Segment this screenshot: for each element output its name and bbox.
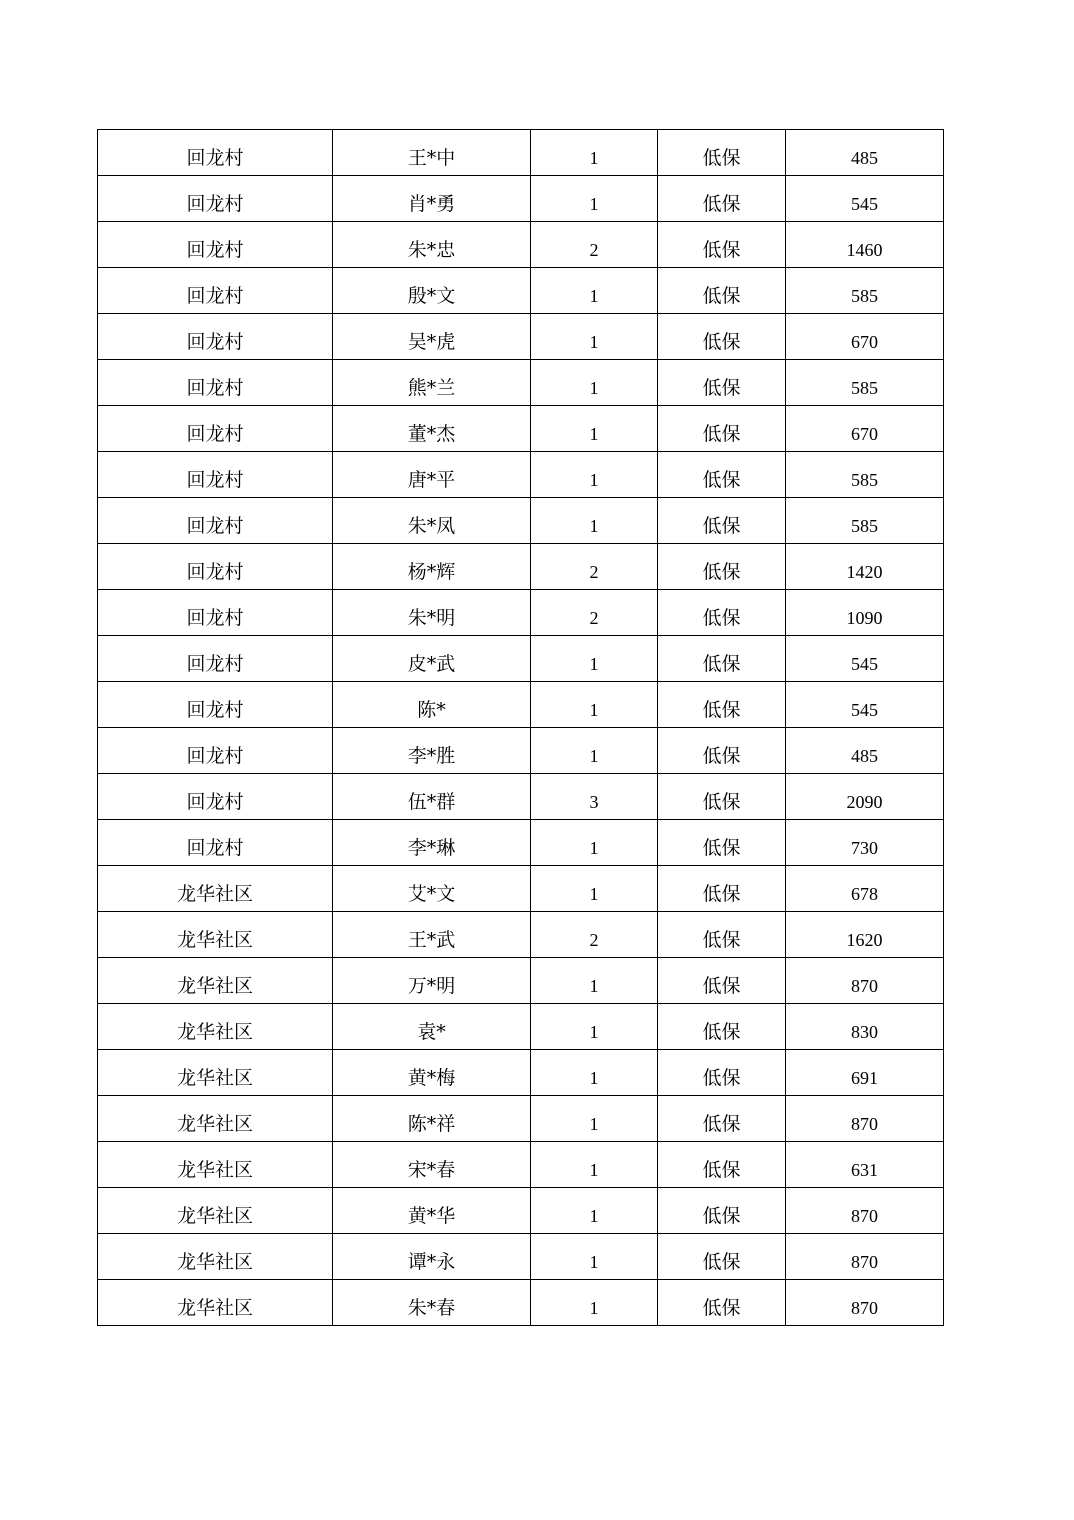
cell-name: 万*明 — [333, 958, 531, 1004]
cell-name: 肖*勇 — [333, 176, 531, 222]
cell-amount: 870 — [786, 958, 944, 1004]
cell-name: 吴*虎 — [333, 314, 531, 360]
cell-household-count: 1 — [531, 314, 658, 360]
cell-area: 回龙村 — [98, 268, 333, 314]
cell-assistance-type: 低保 — [658, 452, 786, 498]
cell-amount: 870 — [786, 1188, 944, 1234]
cell-area: 回龙村 — [98, 314, 333, 360]
cell-area: 龙华社区 — [98, 1142, 333, 1188]
cell-household-count: 1 — [531, 130, 658, 176]
cell-household-count: 1 — [531, 682, 658, 728]
cell-area: 龙华社区 — [98, 1096, 333, 1142]
cell-household-count: 2 — [531, 912, 658, 958]
table-row — [98, 728, 944, 774]
cell-household-count: 1 — [531, 360, 658, 406]
table-row — [98, 1050, 944, 1096]
cell-amount: 545 — [786, 636, 944, 682]
cell-name: 王*武 — [333, 912, 531, 958]
cell-assistance-type: 低保 — [658, 406, 786, 452]
cell-area: 回龙村 — [98, 820, 333, 866]
cell-household-count: 1 — [531, 452, 658, 498]
cell-amount: 670 — [786, 314, 944, 360]
cell-assistance-type: 低保 — [658, 360, 786, 406]
cell-amount: 870 — [786, 1234, 944, 1280]
cell-name: 陈*祥 — [333, 1096, 531, 1142]
cell-area: 回龙村 — [98, 590, 333, 636]
cell-area: 回龙村 — [98, 544, 333, 590]
cell-name: 黄*华 — [333, 1188, 531, 1234]
cell-assistance-type: 低保 — [658, 222, 786, 268]
table-row — [98, 130, 944, 176]
cell-name: 宋*春 — [333, 1142, 531, 1188]
cell-area: 龙华社区 — [98, 1004, 333, 1050]
cell-amount: 585 — [786, 498, 944, 544]
cell-area: 回龙村 — [98, 130, 333, 176]
cell-household-count: 1 — [531, 1280, 658, 1326]
cell-name: 殷*文 — [333, 268, 531, 314]
cell-assistance-type: 低保 — [658, 498, 786, 544]
cell-household-count: 1 — [531, 636, 658, 682]
table-row — [98, 866, 944, 912]
table-row — [98, 1096, 944, 1142]
table-row — [98, 1142, 944, 1188]
cell-amount: 1460 — [786, 222, 944, 268]
cell-amount: 830 — [786, 1004, 944, 1050]
cell-assistance-type: 低保 — [658, 728, 786, 774]
cell-name: 朱*明 — [333, 590, 531, 636]
cell-household-count: 1 — [531, 498, 658, 544]
cell-area: 龙华社区 — [98, 912, 333, 958]
table-row — [98, 222, 944, 268]
cell-area: 回龙村 — [98, 176, 333, 222]
table-row — [98, 636, 944, 682]
cell-assistance-type: 低保 — [658, 774, 786, 820]
cell-amount: 870 — [786, 1280, 944, 1326]
table-row — [98, 1280, 944, 1326]
cell-assistance-type: 低保 — [658, 820, 786, 866]
cell-name: 朱*春 — [333, 1280, 531, 1326]
cell-assistance-type: 低保 — [658, 866, 786, 912]
cell-household-count: 2 — [531, 590, 658, 636]
cell-assistance-type: 低保 — [658, 314, 786, 360]
cell-area: 回龙村 — [98, 406, 333, 452]
cell-amount: 585 — [786, 452, 944, 498]
cell-amount: 545 — [786, 682, 944, 728]
table-body — [98, 130, 944, 1326]
cell-assistance-type: 低保 — [658, 1004, 786, 1050]
cell-area: 龙华社区 — [98, 958, 333, 1004]
table-row — [98, 1188, 944, 1234]
cell-area: 回龙村 — [98, 452, 333, 498]
cell-amount: 1420 — [786, 544, 944, 590]
cell-name: 朱*凤 — [333, 498, 531, 544]
table-row — [98, 590, 944, 636]
table-row — [98, 268, 944, 314]
cell-household-count: 2 — [531, 222, 658, 268]
cell-name: 陈* — [333, 682, 531, 728]
cell-household-count: 1 — [531, 866, 658, 912]
table-row — [98, 682, 944, 728]
cell-household-count: 1 — [531, 406, 658, 452]
table-row — [98, 958, 944, 1004]
cell-name: 伍*群 — [333, 774, 531, 820]
cell-household-count: 1 — [531, 1096, 658, 1142]
cell-household-count: 1 — [531, 728, 658, 774]
cell-assistance-type: 低保 — [658, 958, 786, 1004]
cell-household-count: 1 — [531, 1050, 658, 1096]
cell-area: 回龙村 — [98, 682, 333, 728]
cell-area: 龙华社区 — [98, 1280, 333, 1326]
cell-assistance-type: 低保 — [658, 176, 786, 222]
cell-area: 回龙村 — [98, 222, 333, 268]
cell-assistance-type: 低保 — [658, 1234, 786, 1280]
cell-assistance-type: 低保 — [658, 1050, 786, 1096]
cell-area: 回龙村 — [98, 360, 333, 406]
cell-name: 熊*兰 — [333, 360, 531, 406]
cell-assistance-type: 低保 — [658, 636, 786, 682]
cell-household-count: 1 — [531, 1188, 658, 1234]
cell-area: 回龙村 — [98, 636, 333, 682]
cell-amount: 678 — [786, 866, 944, 912]
cell-amount: 585 — [786, 268, 944, 314]
cell-household-count: 1 — [531, 1004, 658, 1050]
cell-area: 龙华社区 — [98, 866, 333, 912]
table-row — [98, 406, 944, 452]
cell-household-count: 1 — [531, 176, 658, 222]
cell-household-count: 1 — [531, 820, 658, 866]
cell-area: 回龙村 — [98, 498, 333, 544]
cell-assistance-type: 低保 — [658, 912, 786, 958]
cell-name: 董*杰 — [333, 406, 531, 452]
table-row — [98, 774, 944, 820]
cell-household-count: 1 — [531, 958, 658, 1004]
cell-area: 回龙村 — [98, 728, 333, 774]
cell-area: 龙华社区 — [98, 1188, 333, 1234]
cell-household-count: 1 — [531, 1234, 658, 1280]
cell-amount: 691 — [786, 1050, 944, 1096]
cell-amount: 1090 — [786, 590, 944, 636]
cell-name: 李*胜 — [333, 728, 531, 774]
cell-area: 回龙村 — [98, 774, 333, 820]
cell-household-count: 2 — [531, 544, 658, 590]
cell-amount: 485 — [786, 728, 944, 774]
cell-assistance-type: 低保 — [658, 544, 786, 590]
cell-amount: 2090 — [786, 774, 944, 820]
cell-amount: 545 — [786, 176, 944, 222]
cell-name: 朱*忠 — [333, 222, 531, 268]
cell-name: 唐*平 — [333, 452, 531, 498]
cell-assistance-type: 低保 — [658, 1280, 786, 1326]
cell-name: 王*中 — [333, 130, 531, 176]
cell-assistance-type: 低保 — [658, 1096, 786, 1142]
table-row — [98, 360, 944, 406]
cell-area: 龙华社区 — [98, 1050, 333, 1096]
cell-amount: 1620 — [786, 912, 944, 958]
cell-assistance-type: 低保 — [658, 130, 786, 176]
cell-assistance-type: 低保 — [658, 1142, 786, 1188]
cell-name: 皮*武 — [333, 636, 531, 682]
table-row — [98, 1234, 944, 1280]
cell-amount: 670 — [786, 406, 944, 452]
cell-assistance-type: 低保 — [658, 590, 786, 636]
cell-amount: 585 — [786, 360, 944, 406]
table-row — [98, 314, 944, 360]
cell-area: 龙华社区 — [98, 1234, 333, 1280]
cell-household-count: 3 — [531, 774, 658, 820]
table-row — [98, 498, 944, 544]
table-row — [98, 912, 944, 958]
table-row — [98, 1004, 944, 1050]
table-row — [98, 452, 944, 498]
cell-household-count: 1 — [531, 1142, 658, 1188]
cell-assistance-type: 低保 — [658, 268, 786, 314]
cell-assistance-type: 低保 — [658, 682, 786, 728]
table-row — [98, 820, 944, 866]
cell-name: 谭*永 — [333, 1234, 531, 1280]
table-row — [98, 176, 944, 222]
cell-name: 袁* — [333, 1004, 531, 1050]
cell-household-count: 1 — [531, 268, 658, 314]
table-row — [98, 544, 944, 590]
cell-amount: 631 — [786, 1142, 944, 1188]
cell-amount: 485 — [786, 130, 944, 176]
cell-name: 黄*梅 — [333, 1050, 531, 1096]
cell-assistance-type: 低保 — [658, 1188, 786, 1234]
cell-amount: 870 — [786, 1096, 944, 1142]
cell-name: 杨*辉 — [333, 544, 531, 590]
data-table — [97, 129, 944, 1326]
cell-name: 李*琳 — [333, 820, 531, 866]
cell-name: 艾*文 — [333, 866, 531, 912]
cell-amount: 730 — [786, 820, 944, 866]
